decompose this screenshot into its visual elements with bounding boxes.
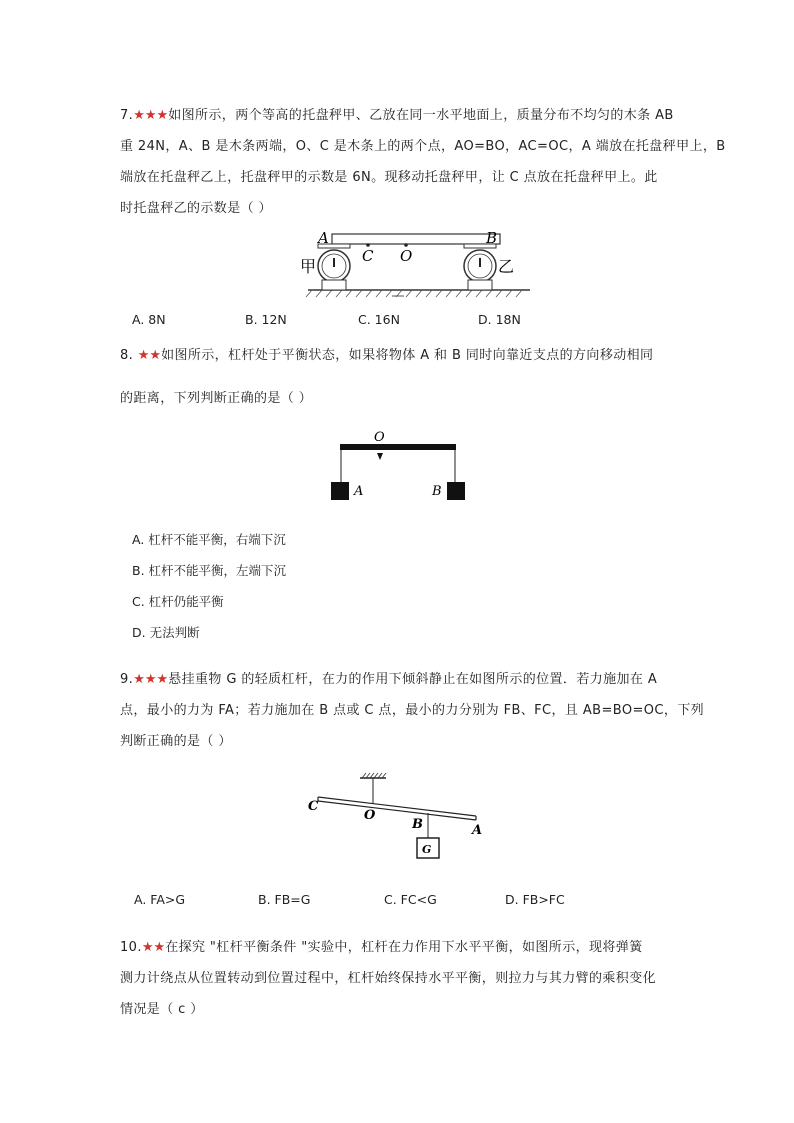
q9-line-3: 判断正确的是（ ） bbox=[120, 734, 232, 749]
q10-line-2: 测力计绕点从位置转动到位置过程中，杠杆始终保持水平平衡，则拉力与其力臂的乘积变化 bbox=[120, 971, 657, 986]
q7-right-scale bbox=[464, 244, 496, 290]
q7-option-a[interactable]: A. 8N bbox=[132, 312, 166, 327]
q8-option-c[interactable]: C. 杠杆仍能平衡 bbox=[132, 594, 224, 609]
q7-text-1: 如图所示，两个等高的托盘秤甲、乙放在同一水平地面上，质量分布不均匀的木条 AB bbox=[168, 108, 674, 123]
q9-label-b: B bbox=[412, 817, 423, 832]
q7-line-1 bbox=[120, 104, 674, 123]
q7-line-3: 端放在托盘秤乙上，托盘秤甲的示数是 6N。现移动托盘秤甲，让 C 点放在托盘秤甲上。此 bbox=[120, 170, 658, 185]
q9-label-a: A bbox=[472, 823, 483, 838]
q10-line-1 bbox=[120, 936, 643, 955]
q9-option-c[interactable]: C. FC<G bbox=[384, 892, 437, 907]
q8-option-d[interactable]: D. 无法判断 bbox=[132, 625, 200, 640]
q8-label-b: B bbox=[432, 484, 442, 499]
q7-label-b: B bbox=[486, 229, 498, 247]
q7-label-c: C bbox=[362, 247, 374, 265]
q8-block-b bbox=[447, 482, 465, 500]
q10-text-1: 在探究 "杠杆平衡条件 "实验中，杠杆在力作用下水平平衡，如图所示，现将弹簧 bbox=[165, 940, 643, 955]
q9-lever-bar bbox=[318, 797, 476, 816]
q7-label-a: A bbox=[318, 229, 329, 247]
q8-fulcrum bbox=[377, 453, 383, 460]
q8-figure-lever bbox=[324, 428, 484, 508]
q8-block-a bbox=[331, 482, 349, 500]
q8-number: 8. bbox=[120, 348, 134, 363]
q8-text-1: 如图所示，杠杆处于平衡状态，如果将物体 A 和 B 同时向靠近支点的方向移动相同 bbox=[161, 348, 654, 363]
q7-line-2: 重 24N，A、B 是木条两端，O、C 是木条上的两个点，AO=BO，AC=OC，A 端放在托盘秤甲上，B bbox=[120, 139, 726, 154]
q9-label-g: G bbox=[422, 843, 432, 856]
q7-wooden-bar bbox=[332, 234, 500, 244]
q8-label-a: A bbox=[354, 484, 364, 499]
q10-difficulty-stars: ★★ bbox=[141, 940, 166, 955]
q8-difficulty-stars: ★★ bbox=[137, 348, 162, 363]
q7-option-d[interactable]: D. 18N bbox=[478, 312, 521, 327]
q7-number: 7. bbox=[120, 108, 134, 123]
q7-figure-scales bbox=[300, 228, 540, 308]
q9-text-1: 悬挂重物 G 的轻质杠杆，在力的作用下倾斜静止在如图所示的位置．若力施加在 A bbox=[168, 672, 658, 687]
q9-difficulty-stars: ★★★ bbox=[133, 672, 169, 687]
q7-label-o: O bbox=[400, 247, 413, 265]
q8-label-o: O bbox=[374, 430, 385, 445]
q9-line-1 bbox=[120, 668, 657, 687]
q9-label-c: C bbox=[308, 799, 319, 814]
q8-line-1 bbox=[120, 344, 653, 363]
q9-number: 9. bbox=[120, 672, 134, 687]
q7-label-right-scale: 乙 bbox=[498, 257, 515, 276]
q7-difficulty-stars: ★★★ bbox=[133, 108, 169, 123]
q9-line-2: 点，最小的力为 FA；若力施加在 B 点或 C 点，最小的力分别为 FB、FC，且 AB=BO=OC，下列 bbox=[120, 703, 705, 718]
q7-line-4: 时托盘秤乙的示数是（ ） bbox=[120, 201, 272, 216]
q9-option-a[interactable]: A. FA>G bbox=[134, 892, 186, 907]
q10-line-3: 情况是（ c ） bbox=[120, 1002, 204, 1017]
q8-line-2: 的距离，下列判断正确的是（ ） bbox=[120, 391, 313, 406]
q7-left-scale bbox=[318, 244, 350, 290]
q7-option-c[interactable]: C. 16N bbox=[358, 312, 400, 327]
q9-figure-lever bbox=[306, 768, 496, 868]
q8-option-a[interactable]: A. 杠杆不能平衡，右端下沉 bbox=[132, 532, 286, 547]
q9-option-b[interactable]: B. FB=G bbox=[258, 892, 311, 907]
q9-label-o: O bbox=[364, 808, 376, 823]
q8-option-b[interactable]: B. 杠杆不能平衡，左端下沉 bbox=[132, 563, 287, 578]
q7-label-left-scale: 甲 bbox=[300, 257, 317, 276]
q7-option-b[interactable]: B. 12N bbox=[245, 312, 287, 327]
q10-number: 10. bbox=[120, 940, 142, 955]
q9-option-d[interactable]: D. FB>FC bbox=[505, 892, 565, 907]
q8-lever-bar bbox=[340, 444, 456, 450]
